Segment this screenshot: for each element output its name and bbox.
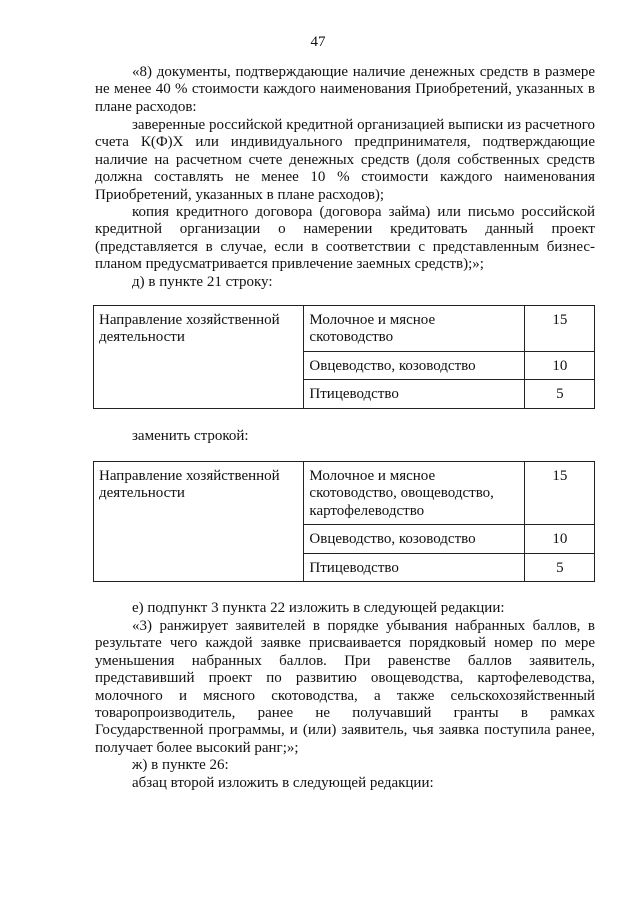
table-score-cell: 5 (524, 553, 594, 581)
table-score-cell: 15 (524, 306, 594, 352)
paragraph-point-d: д) в пункте 21 строку: (132, 274, 273, 290)
table-category-cell: Направление хозяйственной деятельности (94, 306, 304, 409)
table-activity-cell: Молочное и мясное скотоводство (304, 306, 524, 352)
table-activity-cell: Овцеводство, козоводство (304, 351, 524, 379)
paragraph-ranking-rule: «3) ранжирует заявителей в порядке убывания набранных баллов, в результате чего каждой заявке присваивается порядковый номер по мере уменьшения набранных баллов. При равенстве баллов заявитель, представивший проект по развитию овощеводства, картофелеводства, молочного и мясного скотоводства, а также сельскохозяйственный товаропроизводитель, ранее не получавший гранты в рамках Государственной программы, и (или) заявитель, чья заявка поступила ранее, получает более высокий ранг;»; (95, 618, 595, 756)
table-new-row (93, 461, 595, 582)
table-score-cell: 15 (524, 462, 594, 525)
table-row (94, 306, 595, 352)
table-old-row (93, 305, 595, 409)
paragraph-bank-statements: заверенные российской кредитной организацией выписки из расчетного счета К(Ф)Х или индивидуального предпринимателя, подтверждающие наличие на расчетном счете денежных средств (доля собственных средств должна составлять не менее 10 % стоимости каждого наименования Приобретений, указанных в плане расходов); (95, 117, 595, 203)
paragraph-credit-agreement: копия кредитного договора (договора займа) или письмо российской кредитной организации о намерении кредитовать данный проект (представляется в случае, если в соответствии с представленным бизнес- планом предусматривается привлечение заемных средств);»; (95, 204, 595, 273)
table-activity-cell: Овцеводство, козоводство (304, 525, 524, 553)
table-row (94, 462, 595, 525)
table-category-cell: Направление хозяйственной деятельности (94, 462, 304, 582)
table-score-cell: 5 (524, 380, 594, 408)
page-number: 47 (310, 34, 326, 50)
paragraph-replace-with: заменить строкой: (132, 428, 249, 444)
paragraph-point-zh: ж) в пункте 26: (132, 757, 229, 773)
paragraph-item-8: «8) документы, подтверждающие наличие денежных средств в размере не менее 40 % стоимости каждого наименования Приобретений, указанных в плане расходов: (95, 64, 595, 115)
table-score-cell: 10 (524, 351, 594, 379)
table-activity-cell: Птицеводство (304, 380, 524, 408)
paragraph-point-e: е) подпункт 3 пункта 22 изложить в следующей редакции: (132, 600, 505, 616)
paragraph-second-abzac: абзац второй изложить в следующей редакции: (132, 775, 434, 791)
table-activity-cell: Птицеводство (304, 553, 524, 581)
table-activity-cell: Молочное и мясное скотоводство, овощеводство, картофелеводство (304, 462, 524, 525)
table-score-cell: 10 (524, 525, 594, 553)
